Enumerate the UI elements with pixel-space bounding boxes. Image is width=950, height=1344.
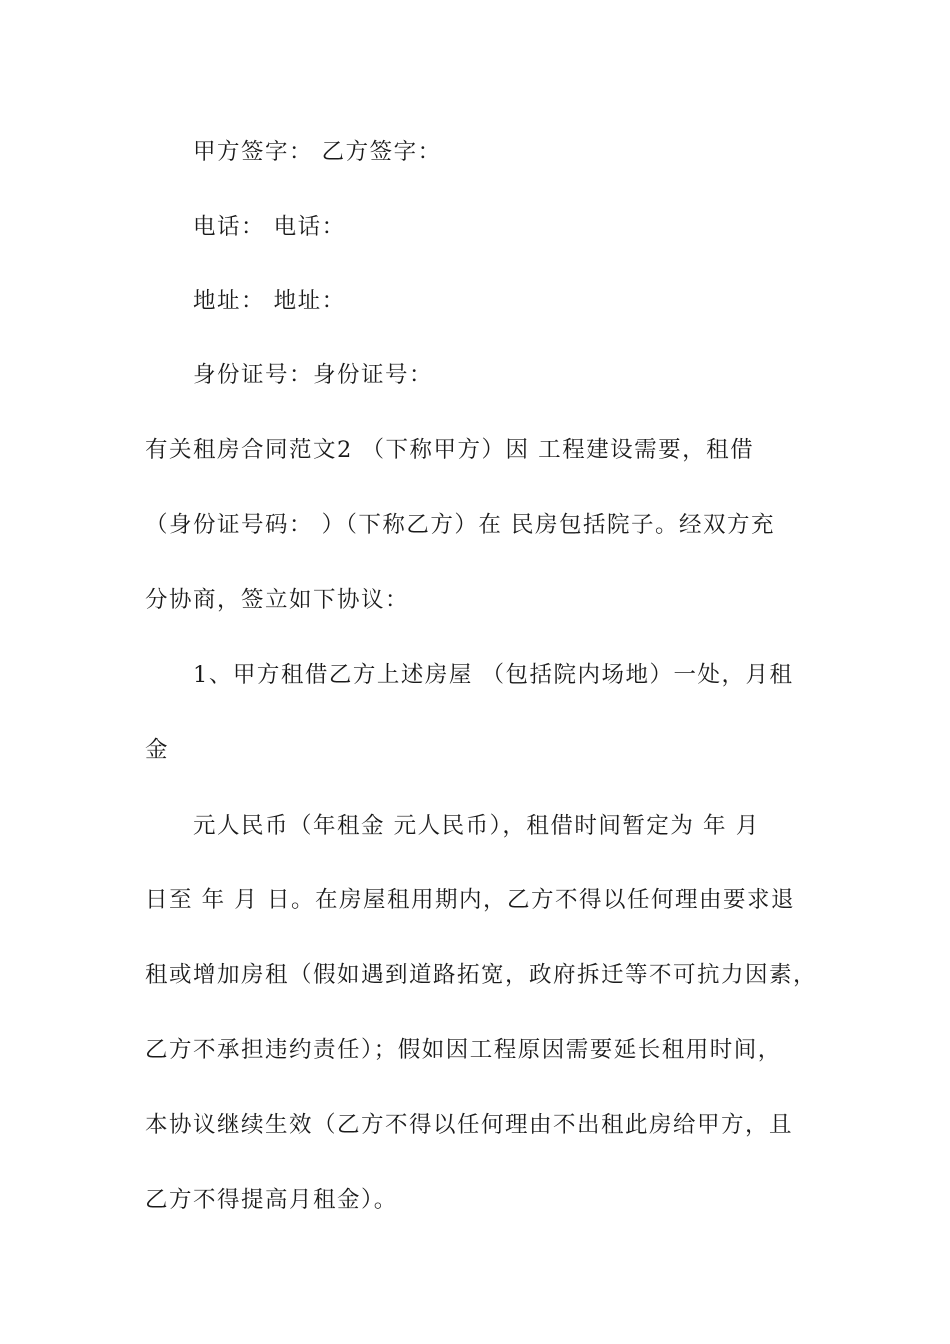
signature-line: 甲方签字： 乙方签字： (193, 139, 442, 165)
paragraph-line: 乙方不得提高月租金）。 (145, 1187, 398, 1213)
paragraph-line: （身份证号码： ）（下称乙方）在 民房包括院子。经双方充 (145, 512, 776, 538)
paragraph-line: 金 (145, 737, 170, 763)
paragraph-line: 本协议继续生效（乙方不得以任何理由不出租此房给甲方，且 (145, 1112, 794, 1138)
paragraph-line: 有关租房合同范文2 （下称甲方）因 工程建设需要，租借 (145, 437, 755, 463)
paragraph-line: 分协商，签立如下协议： (145, 587, 410, 613)
address-line: 地址： 地址： (193, 288, 346, 314)
paragraph-line: 租或增加房租（假如遇到道路拓宽，政府拆迁等不可抗力因素， (145, 962, 818, 988)
clause-1-line: 1、甲方租借乙方上述房屋 （包括院内场地）一处，月租 (193, 662, 794, 688)
paragraph-line: 日至 年 月 日。在房屋租用期内，乙方不得以任何理由要求退 (145, 887, 795, 913)
id-number-line: 身份证号：身份证号： (193, 362, 434, 388)
paragraph-line: 元人民币（年租金 元人民币），租借时间暂定为 年 月 (193, 813, 760, 839)
phone-line: 电话： 电话： (193, 214, 346, 240)
paragraph-line: 乙方不承担违约责任）；假如因工程原因需要延长租用时间， (145, 1037, 782, 1063)
